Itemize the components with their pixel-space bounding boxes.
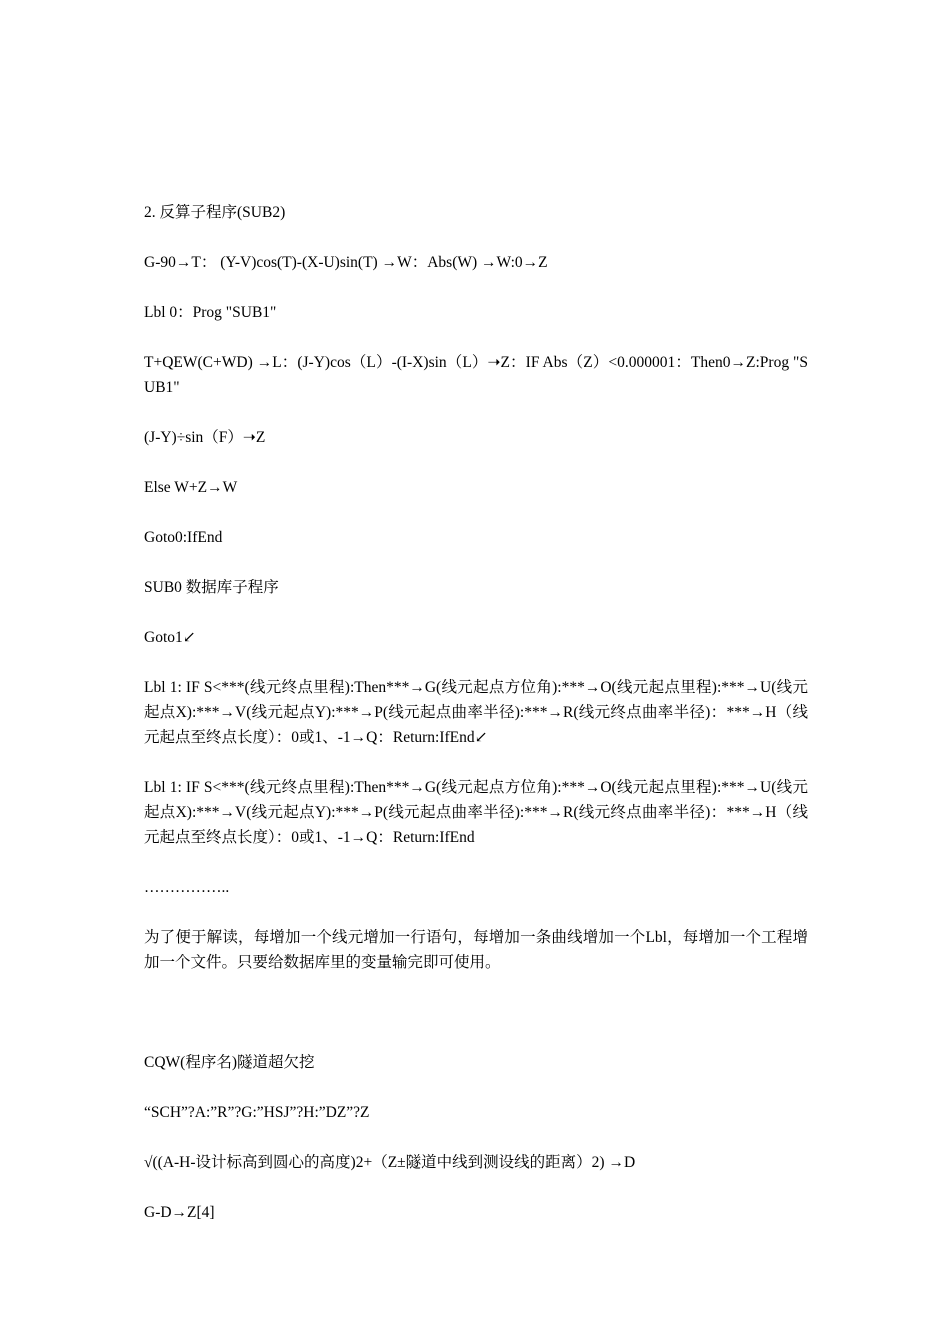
code-line: “SCH”?A:”R”?G:”HSJ”?H:”DZ”?Z [144, 1104, 370, 1121]
ellipsis-line: …………….. [144, 879, 230, 896]
code-line: G-90→T： (Y-V)cos(T)-(X-U)sin(T) →W：Abs(W) →W:0→Z [144, 254, 548, 271]
code-line: G-D→Z[4] [144, 1204, 215, 1221]
blank-line [144, 1000, 808, 1025]
code-line: √((A-H-设计标高到圆心的高度)2+（Z±隧道中线到测设线的距离）2) →D [144, 1154, 636, 1171]
code-line: Goto0:IfEnd [144, 529, 223, 546]
code-line: (J-Y)÷sin（F）➝Z [144, 429, 266, 446]
explanation-paragraph: 为了便于解读，每增加一个线元增加一行语句，每增加一条曲线增加一个Lbl，每增加一个工程增加一个文件。只要给数据库里的变量输完即可使用。 [144, 929, 808, 971]
document-body [144, 200, 808, 1250]
code-line: T+QEW(C+WD) →L：(J-Y)cos（L）-(I-X)sin（L）➝Z：IF Abs（Z）<0.000001：Then0→Z:Prog "SUB1" [144, 354, 808, 396]
section-heading-sub0: SUB0 数据库子程序 [144, 579, 279, 596]
code-line: Goto1↙ [144, 629, 196, 646]
code-line: Lbl 0：Prog "SUB1" [144, 304, 277, 321]
code-line: Lbl 1: IF S<***(线元终点里程):Then***→G(线元起点方位角):***→O(线元起点里程):***→U(线元起点X):***→V(线元起点Y):***→P(线元起点曲率半径):***→R(线元终点曲率半径)：***→H（线元起点至终点长度）：0或1、-1→Q：Return:IfEnd [144, 779, 808, 846]
code-line: Lbl 1: IF S<***(线元终点里程):Then***→G(线元起点方位角):***→O(线元起点里程):***→U(线元起点X):***→V(线元起点Y):***→P(线元起点曲率半径):***→R(线元终点曲率半径)：***→H（线元起点至终点长度）：0或1、-1→Q：Return:IfEnd↙ [144, 679, 808, 746]
code-line: Else W+Z→W [144, 479, 238, 496]
section-heading-cqw: CQW(程序名)隧道超欠挖 [144, 1054, 315, 1071]
section-heading-sub2: 2. 反算子程序(SUB2) [144, 204, 286, 221]
